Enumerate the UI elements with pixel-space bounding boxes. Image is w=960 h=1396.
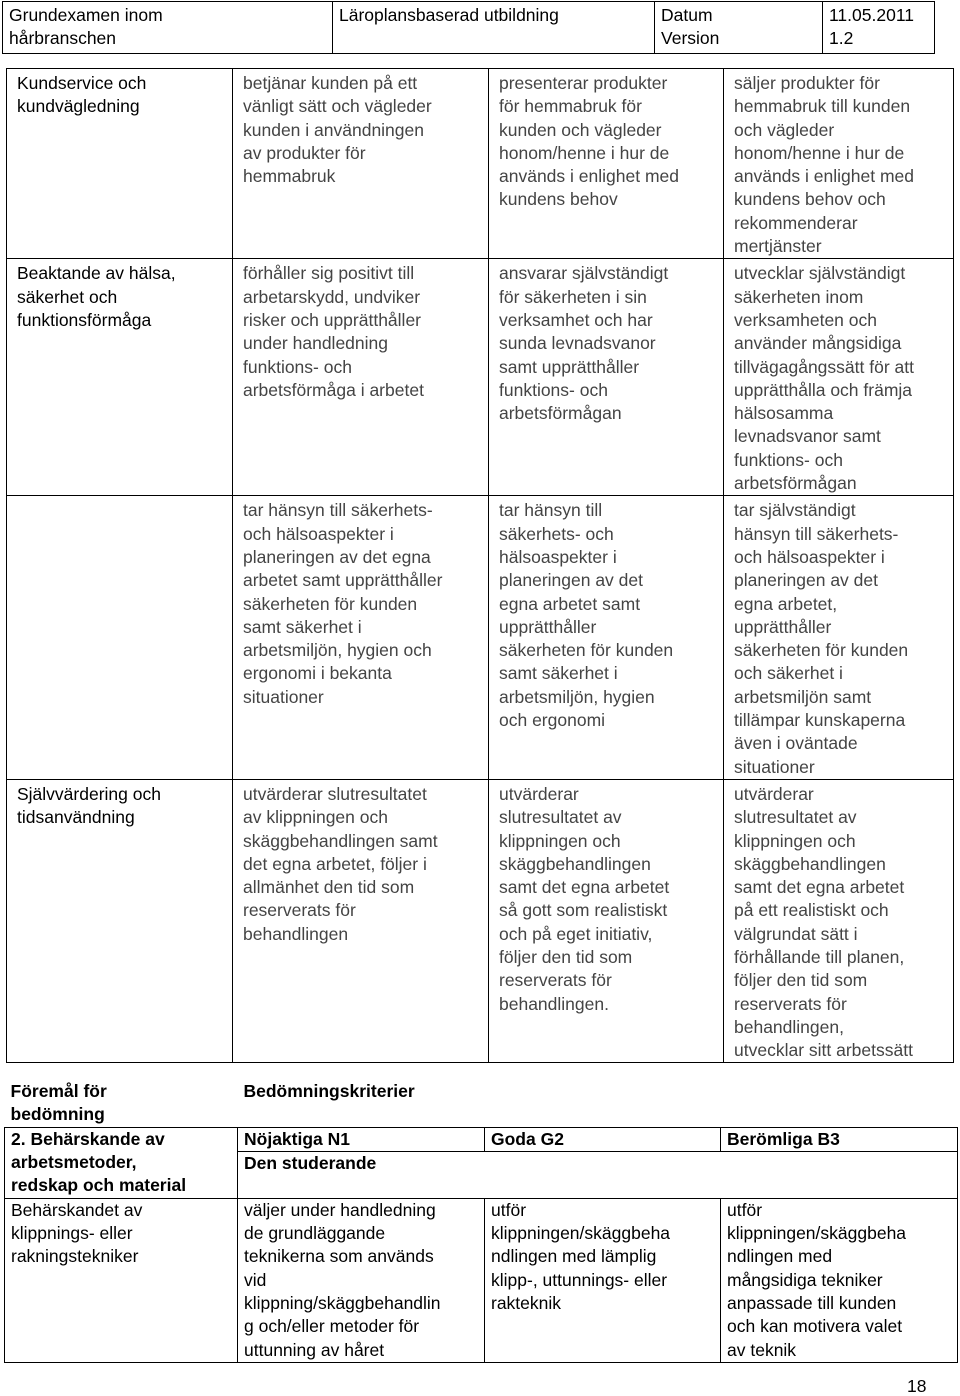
date-value: 11.05.2011 xyxy=(829,5,914,25)
table-row xyxy=(5,1198,958,1362)
criterion-b3: tar självständigt hänsyn till säkerhets- och hälsoaspekter i planeringen av det egna arbetet, upprätthåller säkerheten för kunden och säkerhet i arbetsmiljön samt tillämpar kunskaperna även i oväntade situationer xyxy=(724,496,954,780)
criterion-g2: presenterar produkter för hemmabruk för kunden och vägleder honom/henne i hur de används i enlighet med kundens behov xyxy=(489,69,724,259)
criterion-n1: tar hänsyn till säkerhets- och hälsoaspekter i planeringen av det egna arbetet samt upprätthåller säkerheten för kunden samt säkerhet i arbetsmiljön, hygien och ergonomi i bekanta situationer xyxy=(233,496,489,780)
criterion-g2: ansvarar självständigt för säkerheten i sin verksamhet och har sunda levnadsvanor samt upprätthåller funktions- och arbetsförmågan xyxy=(489,259,724,496)
criterion-g2: utvärderar slutresultatet av klippningen och skäggbehandlingen samt det egna arbetet så gott som realistiskt och på eget initiativ, följer den tid som reserverats för behandlingen. xyxy=(489,779,724,1063)
criteria-table xyxy=(6,68,954,1063)
table-row xyxy=(7,69,954,259)
table-row xyxy=(7,779,954,1063)
criterion-n1: utvärderar slutresultatet av klippningen och skäggbehandlingen samt det egna arbetet, följer i allmänhet den tid som reserverats för behandlingen xyxy=(233,779,489,1063)
student-label: Den studerande xyxy=(238,1151,958,1198)
table-row xyxy=(7,496,954,780)
document-type: Läroplansbaserad utbildning xyxy=(333,2,655,54)
level-b3: Berömliga B3 xyxy=(721,1127,958,1151)
exam-title: Grundexamen inom hårbranschen xyxy=(3,2,333,54)
criterion-b3: säljer produkter för hemmabruk till kunden och vägleder honom/henne i hur de används i enlighet med kundens behov och rekommenderar mertjänster xyxy=(724,69,954,259)
table-row xyxy=(5,1127,958,1151)
assessment-criteria-label: Bedömningskriterier xyxy=(243,1081,415,1101)
assessment-area: Självvärdering och tidsanvändning xyxy=(7,779,233,1063)
date-version-labels xyxy=(655,2,823,54)
assessment-object-label: Föremål för bedömning xyxy=(10,1081,107,1125)
assessment-area: Behärskandet av klippnings- eller rakningstekniker xyxy=(5,1198,238,1362)
criterion-n1: betjänar kunden på ett vänligt sätt och vägleder kunden i användningen av produkter för hemmabruk xyxy=(233,69,489,259)
criterion-b3: utvecklar självständigt säkerheten inom verksamheten och använder mångsidiga tillvägagångssätt för att upprätthålla och främja hälsosamma levnadsvanor samt funktions- och arbetsförmågan xyxy=(724,259,954,496)
criteria-table-section-2 xyxy=(4,1080,958,1363)
date-version-values xyxy=(823,2,935,54)
level-n1: Nöjaktiga N1 xyxy=(238,1127,485,1151)
criterion-g2: tar hänsyn till säkerhets- och hälsoaspekter i planeringen av det egna arbetet samt upprätthåller säkerheten för kunden samt säkerhet i arbetsmiljön, hygien och ergonomi xyxy=(489,496,724,780)
date-label: Datum xyxy=(661,5,713,25)
table-row xyxy=(5,1080,958,1127)
version-value: 1.2 xyxy=(829,28,854,49)
section-title: 2. Behärskande av arbetsmetoder, redskap och material xyxy=(5,1127,238,1198)
assessment-area xyxy=(7,496,233,780)
assessment-area: Kundservice och kundvägledning xyxy=(7,69,233,259)
assessment-area: Beaktande av hälsa, säkerhet och funktionsförmåga xyxy=(7,259,233,496)
version-label: Version xyxy=(661,28,720,49)
criterion-n1: förhåller sig positivt till arbetarskydd, undviker risker och upprätthåller under handledning funktions- och arbetsförmåga i arbetet xyxy=(233,259,489,496)
level-g2: Goda G2 xyxy=(485,1127,721,1151)
table-row xyxy=(7,259,954,496)
page-number: 18 xyxy=(907,1376,927,1396)
criterion-n1: väljer under handledning de grundläggande teknikerna som används vid klippning/skäggbehandlin g och/eller metoder för uttunning av håret xyxy=(238,1198,485,1362)
criterion-g2: utför klippningen/skäggbeha ndlingen med lämplig klipp-, uttunnings- eller rakteknik xyxy=(485,1198,721,1362)
criterion-b3: utvärderar slutresultatet av klippningen och skäggbehandlingen samt det egna arbetet på ett realistiskt och välgrundat sätt i förhållande till planen, följer den tid som reserverats för behandlingen, utvecklar sitt arbetssätt xyxy=(724,779,954,1063)
document-header xyxy=(2,1,935,54)
criterion-b3: utför klippningen/skäggbeha ndlingen med mångsidiga tekniker anpassade till kunden och kan motivera valet av teknik xyxy=(721,1198,958,1362)
